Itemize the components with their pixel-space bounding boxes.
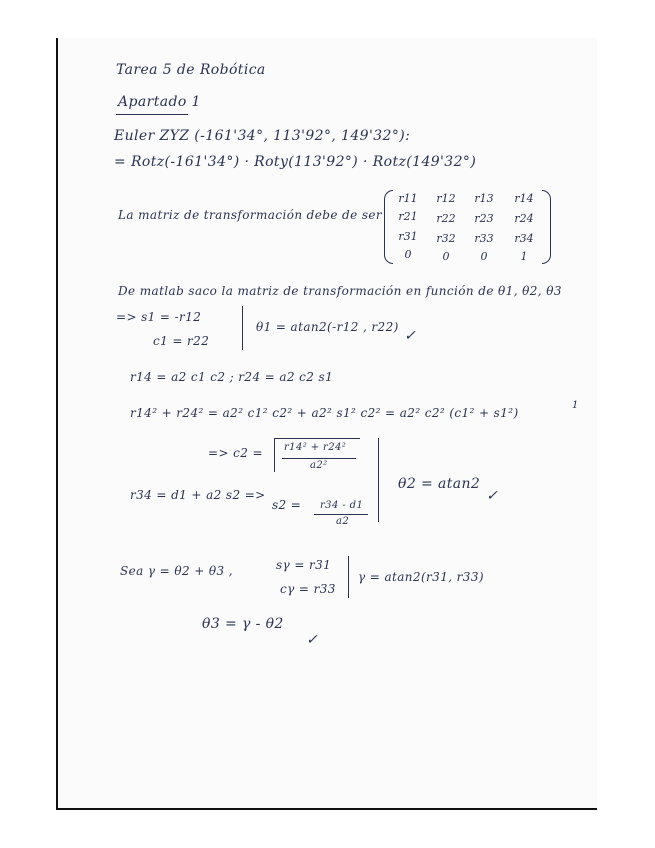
check-icon: ✓ xyxy=(486,488,498,504)
check-icon: ✓ xyxy=(404,328,416,344)
s2-prefix: s2 = xyxy=(272,498,302,512)
sum-tail: 1 xyxy=(572,400,579,411)
section-heading: Apartado 1 xyxy=(118,94,201,110)
check-icon: ✓ xyxy=(306,632,318,648)
matrix-right-paren xyxy=(542,190,551,264)
matrix-cell: r22 xyxy=(436,212,456,225)
matrix-cell: r33 xyxy=(474,232,494,245)
matrix-intro: La matriz de transformación debe de ser xyxy=(118,208,383,222)
s2-fraction-bar xyxy=(314,514,368,515)
matrix-cell: r24 xyxy=(514,212,534,225)
matrix-cell: r31 xyxy=(398,230,418,243)
matrix-cell: r23 xyxy=(474,212,494,225)
matrix-cell: r34 xyxy=(514,232,534,245)
euler-expansion: = Rotz(-161'34°) · Roty(113'92°) · Rotz(149'32°) xyxy=(114,154,477,170)
matrix-cell: 1 xyxy=(520,250,528,263)
s2-denominator: a2 xyxy=(336,516,350,527)
s2-numerator: r34 - d1 xyxy=(320,500,364,511)
c2-fraction-bar xyxy=(282,458,356,459)
matrix-cell: 0 xyxy=(442,250,450,263)
notebook-sheet xyxy=(56,38,597,810)
gamma-brace xyxy=(348,556,349,598)
gamma-definition: Sea γ = θ2 + θ3 , xyxy=(120,564,233,578)
theta1-result: θ1 = atan2(-r12 , r22) xyxy=(256,320,399,334)
section-underline xyxy=(116,114,188,115)
sqrt-bar xyxy=(274,438,360,439)
sqrt-symbol xyxy=(274,438,275,472)
matrix-cell: r12 xyxy=(436,192,456,205)
matrix-cell: 0 xyxy=(480,250,488,263)
matrix-cell: 0 xyxy=(404,248,412,261)
theta3-result: θ3 = γ - θ2 xyxy=(202,616,284,632)
matrix-cell: r21 xyxy=(398,210,418,223)
c2-denominator: a2² xyxy=(310,460,328,471)
c2s2-brace xyxy=(378,438,379,522)
c2-numerator: r14² + r24² xyxy=(284,442,347,453)
matrix-cell: r32 xyxy=(436,232,456,245)
gamma-result: γ = atan2(r31, r33) xyxy=(358,570,484,584)
r14-r24-line: r14 = a2 c1 c2 ; r24 = a2 c2 s1 xyxy=(130,370,334,384)
s1-line: => s1 = -r12 xyxy=(116,310,202,324)
matrix-cell: r11 xyxy=(398,192,418,205)
c-gamma-line: cγ = r33 xyxy=(280,582,336,596)
s1c1-brace xyxy=(242,306,243,350)
c1-line: c1 = r22 xyxy=(153,334,210,348)
s-gamma-line: sγ = r31 xyxy=(276,558,332,572)
c2-prefix: => c2 = xyxy=(208,446,263,460)
theta2-result: θ2 = atan2 xyxy=(398,476,481,492)
matlab-line: De matlab saco la matriz de transformación en función de θ1, θ2, θ3 xyxy=(118,284,562,298)
sum-squares-line: r14² + r24² = a2² c1² c2² + a2² s1² c2² = a2² c2² (c1² + s1²) xyxy=(130,406,519,420)
r34-line: r34 = d1 + a2 s2 => xyxy=(130,488,266,502)
matrix-cell: r13 xyxy=(474,192,494,205)
matrix-cell: r14 xyxy=(514,192,534,205)
euler-line: Euler ZYZ (-161'34°, 113'92°, 149'32°): xyxy=(114,128,411,144)
page-title: Tarea 5 de Robótica xyxy=(116,62,266,78)
